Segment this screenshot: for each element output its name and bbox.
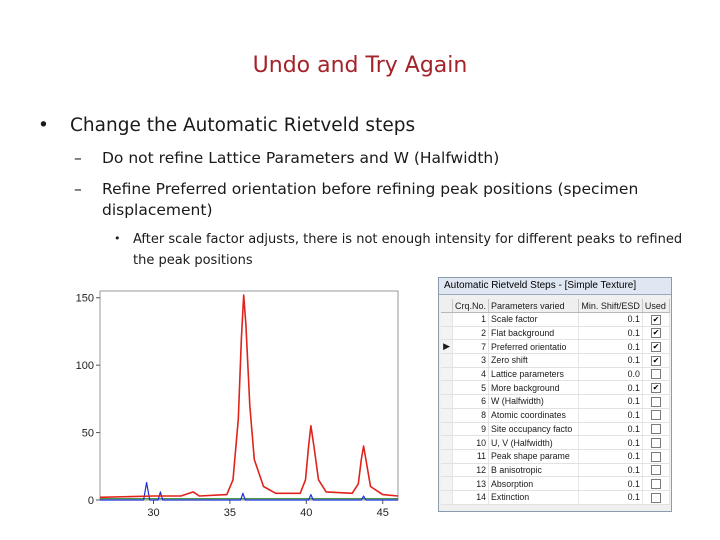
used-checkbox[interactable] xyxy=(651,493,661,503)
step-parameter-cell: U, V (Halfwidth) xyxy=(489,436,579,450)
row-selector[interactable]: ▶ xyxy=(441,340,453,354)
step-row[interactable] xyxy=(441,463,670,477)
subbullet-dash: – xyxy=(74,180,82,198)
step-order-cell[interactable]: 14 xyxy=(453,490,489,504)
step-used-cell xyxy=(642,340,669,354)
used-checkbox[interactable] xyxy=(651,438,661,448)
steps-table xyxy=(441,299,670,505)
bullet-dot: • xyxy=(38,115,49,136)
step-min-shift-cell[interactable]: 0.1 xyxy=(579,408,643,422)
row-selector[interactable] xyxy=(441,395,453,409)
steps-header-row xyxy=(441,299,670,313)
step-row[interactable] xyxy=(441,381,670,395)
step-min-shift-cell[interactable]: 0.1 xyxy=(579,340,643,354)
step-used-cell xyxy=(642,367,669,381)
step-order-cell[interactable]: 10 xyxy=(453,436,489,450)
step-used-cell xyxy=(642,408,669,422)
row-selector[interactable] xyxy=(441,367,453,381)
step-row[interactable] xyxy=(441,340,670,354)
used-checkbox[interactable] xyxy=(651,452,661,462)
y-tick-label: 50 xyxy=(81,427,94,440)
row-selector[interactable] xyxy=(441,354,453,368)
y-tick-label: 0 xyxy=(87,495,94,507)
step-min-shift-cell[interactable]: 0.0 xyxy=(579,367,643,381)
step-row[interactable] xyxy=(441,490,670,504)
row-selector[interactable] xyxy=(441,408,453,422)
step-parameter-cell: Zero shift xyxy=(489,354,579,368)
step-row[interactable] xyxy=(441,367,670,381)
x-tick-label: 35 xyxy=(223,507,237,519)
step-order-cell[interactable]: 11 xyxy=(453,449,489,463)
step-used-cell xyxy=(642,463,669,477)
header-selector xyxy=(441,299,453,313)
step-min-shift-cell[interactable]: 0.1 xyxy=(579,354,643,368)
step-min-shift-cell[interactable]: 0.1 xyxy=(579,449,643,463)
used-checkbox[interactable]: ✔ xyxy=(652,383,660,393)
header-parameters[interactable]: Parameters varied xyxy=(489,299,579,313)
subsub-bullet-text: After scale factor adjusts, there is not enough intensity for different peaks to refined the peak positions xyxy=(133,232,683,268)
step-order-cell[interactable]: 7 xyxy=(453,340,489,354)
step-row[interactable] xyxy=(441,408,670,422)
step-row[interactable] xyxy=(441,313,670,327)
step-order-cell[interactable]: 13 xyxy=(453,477,489,491)
step-order-cell[interactable]: 8 xyxy=(453,408,489,422)
step-parameter-cell: Preferred orientatio xyxy=(489,340,579,354)
step-min-shift-cell[interactable]: 0.1 xyxy=(579,463,643,477)
panel-title: Automatic Rietveld Steps - [Simple Texture] xyxy=(439,278,671,295)
step-min-shift-cell[interactable]: 0.1 xyxy=(579,395,643,409)
slide-title: Undo and Try Again xyxy=(252,53,468,78)
row-selector[interactable] xyxy=(441,313,453,327)
step-used-cell xyxy=(642,490,669,504)
subbullet-1-text: Do not refine Lattice Parameters and W (Halfwidth) xyxy=(102,149,500,167)
used-checkbox[interactable] xyxy=(651,397,661,407)
header-order[interactable]: Crq.No. xyxy=(453,299,489,313)
used-checkbox[interactable]: ✔ xyxy=(652,355,660,365)
row-selector[interactable] xyxy=(441,436,453,450)
step-used-cell xyxy=(642,477,669,491)
row-selector[interactable] xyxy=(441,381,453,395)
step-parameter-cell: Peak shape parame xyxy=(489,449,579,463)
step-min-shift-cell[interactable]: 0.1 xyxy=(579,381,643,395)
y-tick-label: 100 xyxy=(75,360,94,373)
used-checkbox[interactable]: ✔ xyxy=(652,314,660,324)
header-used[interactable]: Used xyxy=(642,299,669,313)
automatic-rietveld-steps-panel xyxy=(438,277,672,512)
main-bullet-text: Change the Automatic Rietveld steps xyxy=(70,115,416,136)
step-used-cell xyxy=(642,354,669,368)
step-used-cell xyxy=(642,436,669,450)
used-checkbox[interactable] xyxy=(651,410,661,420)
step-parameter-cell: Absorption xyxy=(489,477,579,491)
step-parameter-cell: More background xyxy=(489,381,579,395)
step-parameter-cell: Scale factor xyxy=(489,313,579,327)
x-tick-label: 30 xyxy=(147,507,160,519)
step-used-cell xyxy=(642,381,669,395)
step-order-cell[interactable]: 3 xyxy=(453,354,489,368)
used-checkbox[interactable] xyxy=(651,369,661,379)
x-tick-label: 40 xyxy=(300,507,313,519)
used-checkbox[interactable] xyxy=(651,465,661,475)
row-selector[interactable] xyxy=(441,326,453,340)
step-min-shift-cell[interactable]: 0.1 xyxy=(579,422,643,436)
step-min-shift-cell[interactable]: 0.1 xyxy=(579,436,643,450)
step-parameter-cell: B anisotropic xyxy=(489,463,579,477)
used-checkbox[interactable]: ✔ xyxy=(652,342,660,352)
row-selector[interactable] xyxy=(441,449,453,463)
step-order-cell[interactable]: 6 xyxy=(453,395,489,409)
step-used-cell xyxy=(642,313,669,327)
step-row[interactable] xyxy=(441,436,670,450)
step-used-cell xyxy=(642,422,669,436)
step-row[interactable] xyxy=(441,477,670,491)
step-row[interactable] xyxy=(441,326,670,340)
step-order-cell[interactable]: 4 xyxy=(453,367,489,381)
step-order-cell[interactable]: 12 xyxy=(453,463,489,477)
row-selector[interactable] xyxy=(441,490,453,504)
step-parameter-cell: Flat background xyxy=(489,326,579,340)
diffraction-pattern-plot xyxy=(75,283,405,523)
step-min-shift-cell[interactable]: 0.1 xyxy=(579,313,643,327)
step-order-cell[interactable]: 5 xyxy=(453,381,489,395)
step-row[interactable] xyxy=(441,395,670,409)
step-parameter-cell: Site occupancy facto xyxy=(489,422,579,436)
row-selector[interactable] xyxy=(441,477,453,491)
step-min-shift-cell[interactable]: 0.1 xyxy=(579,477,643,491)
used-checkbox[interactable] xyxy=(651,479,661,489)
subbullet-2-text: Refine Preferred orientation before refining peak positions (specimen displacement) xyxy=(102,180,639,219)
used-checkbox[interactable]: ✔ xyxy=(652,328,660,338)
x-tick-label: 45 xyxy=(376,507,389,519)
step-row[interactable] xyxy=(441,354,670,368)
step-parameter-cell: Lattice parameters xyxy=(489,367,579,381)
step-used-cell xyxy=(642,326,669,340)
step-parameter-cell: Extinction xyxy=(489,490,579,504)
step-order-cell[interactable]: 1 xyxy=(453,313,489,327)
bullet-dot: • xyxy=(114,232,121,245)
header-min-shift[interactable]: Min. Shift/ESD xyxy=(579,299,643,313)
step-used-cell xyxy=(642,395,669,409)
step-min-shift-cell[interactable]: 0.1 xyxy=(579,490,643,504)
step-row[interactable] xyxy=(441,449,670,463)
step-min-shift-cell[interactable]: 0.1 xyxy=(579,326,643,340)
used-checkbox[interactable] xyxy=(651,424,661,434)
step-order-cell[interactable]: 9 xyxy=(453,422,489,436)
step-used-cell xyxy=(642,449,669,463)
steps-body xyxy=(441,313,670,505)
subbullet-dash: – xyxy=(74,149,82,167)
y-tick-label: 150 xyxy=(75,292,94,305)
step-parameter-cell: Atomic coordinates xyxy=(489,408,579,422)
step-row[interactable] xyxy=(441,422,670,436)
step-order-cell[interactable]: 2 xyxy=(453,326,489,340)
row-selector[interactable] xyxy=(441,422,453,436)
step-parameter-cell: W (Halfwidth) xyxy=(489,395,579,409)
row-selector[interactable] xyxy=(441,463,453,477)
